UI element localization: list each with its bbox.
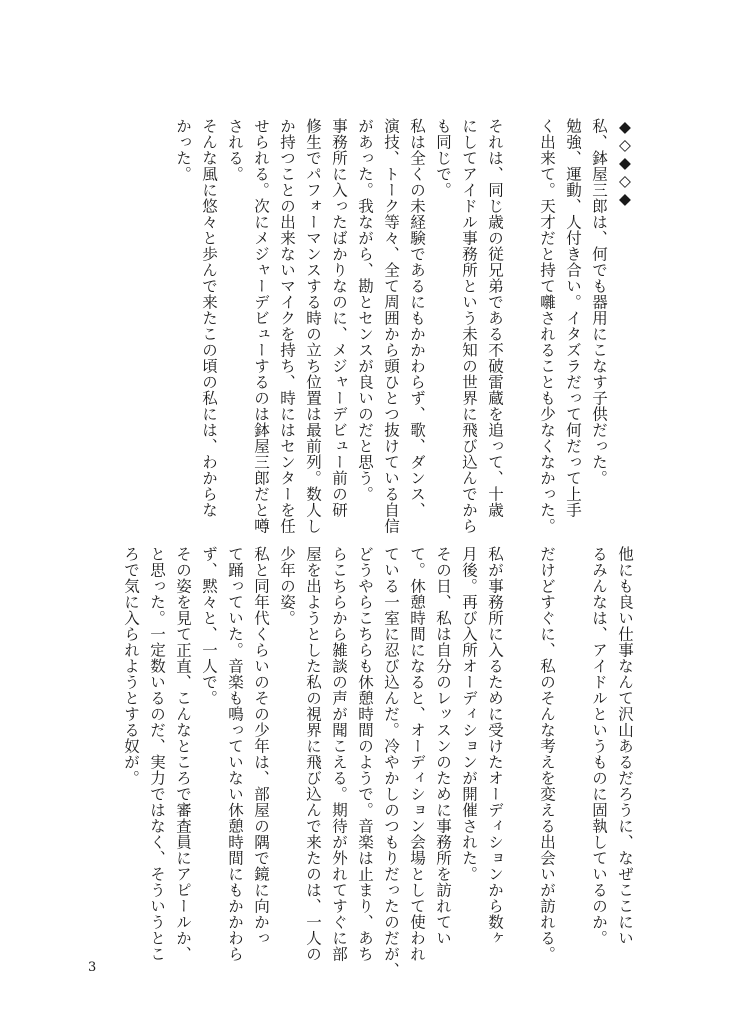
text-line: と思った。一定数いるのだ、実力ではなく、そういうとこ: [148, 546, 166, 962]
text-line: 屋を出ようとした私の視界に飛び込んで来たのは、一人の: [304, 546, 322, 962]
text-line: その日、私は自分のレッスンのために事務所を訪れてい: [434, 546, 452, 946]
text-line: 演技、トーク等々、全て周囲から頭ひとつ抜けている自信: [382, 118, 400, 534]
text-line: だけどすぐに、私のそんな考えを変える出会いが訪れる。: [538, 546, 556, 962]
text-line: か持つことの出来ないマイクを持ち、時にはセンターを任: [278, 118, 296, 534]
text-line: らこちらから雑談の声が聞こえる。期待が外れてすぐに部: [330, 546, 348, 962]
text-line: 少年の姿。: [278, 546, 296, 626]
text-line: も同じで。: [434, 118, 452, 198]
text-line: 私は全くの未経験であるにもかかわらず、歌、ダンス、: [408, 118, 426, 518]
text-line: かった。: [174, 118, 192, 182]
upper-text-block: [170, 118, 638, 534]
text-line: て。休憩時間になると、オーディション会場として使われ: [408, 546, 426, 962]
text-line: にしてアイドル事務所という未知の世界に飛び込んでから: [460, 118, 478, 534]
text-line: その姿を見て正直、こんなところで審査員にアピールか、: [174, 546, 192, 962]
text-line: 修生でパフォーマンスする時の立ち位置は最前列。数人し: [304, 118, 322, 534]
lower-text-block: [118, 546, 638, 978]
text-line: ている一室に忍び込んだ。冷やかしのつもりだったのだが、: [382, 546, 400, 978]
text-line: せられる。次にメジャーデビューするのは鉢屋三郎だと噂: [252, 118, 270, 534]
text-line: される。: [226, 118, 244, 182]
text-line: るみんなは、アイドルというものに固執しているのか。: [590, 546, 608, 946]
text-line: 月後。再び入所オーディションが開催された。: [460, 546, 478, 882]
text-line: 事務所に入ったばかりなのに、メジャーデビュー前の研: [330, 118, 348, 518]
text-line: く出来て。天才だと持て囃されることも少なくなかった。: [538, 118, 556, 534]
text-line: ず、黙々と、一人で。: [200, 546, 218, 706]
section-ornament: ◆◇◆◇◆: [616, 118, 634, 208]
text-line: があった。我ながら、勘とセンスが良いのだと思う。: [356, 118, 374, 502]
text-line: て踊っていた。音楽も鳴っていない休憩時間にもかかわら: [226, 546, 244, 962]
text-line: 私、鉢屋三郎は、何でも器用にこなす子供だった。: [590, 118, 608, 486]
text-line: どうやらこちらも休憩時間のようで。音楽は止まり、あち: [356, 546, 374, 962]
text-line: 私と同年代くらいのその少年は、部屋の隅で鏡に向かっ: [252, 546, 270, 946]
text-line: それは、同じ歳の従兄弟である不破雷蔵を追って、十歳: [486, 118, 504, 518]
text-line: 他にも良い仕事なんて沢山あるだろうに、なぜここにい: [616, 546, 634, 946]
text-line: 私が事務所に入るために受けたオーディションから数ヶ: [486, 546, 504, 946]
text-line: そんな風に悠々と歩んで来たこの頃の私には、わからな: [200, 118, 218, 518]
text-line: 勉強、運動、人付き合い。イタズラだって何だって上手: [564, 118, 582, 518]
page-number: 3: [88, 960, 97, 975]
text-line: ろで気に入られようとする奴が。: [122, 546, 140, 786]
